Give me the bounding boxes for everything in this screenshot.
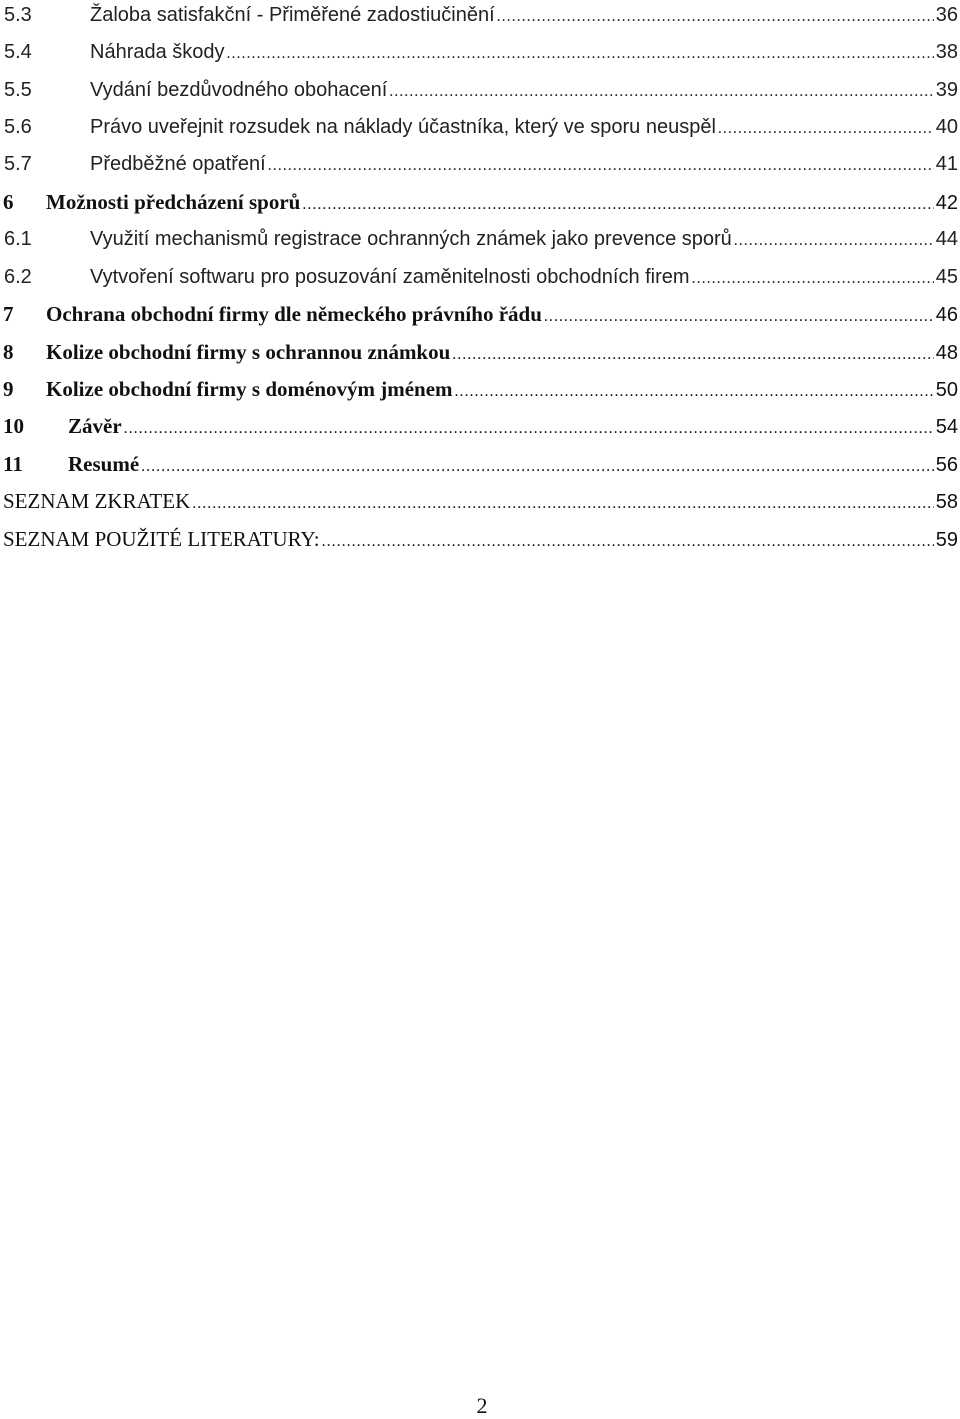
toc-entry-title: Náhrada škody (90, 41, 225, 63)
toc-entry-page: 59 (935, 529, 958, 551)
toc-entry[interactable] (0, 411, 958, 448)
toc-entry[interactable] (0, 187, 958, 224)
toc-entry[interactable] (0, 337, 958, 374)
toc-entry-title: Vytvoření softwaru pro posuzování zaměnitelnosti obchodních firem (90, 266, 690, 288)
toc-entry[interactable] (0, 524, 958, 561)
toc-entry[interactable] (0, 262, 958, 299)
toc-leader-dots (389, 77, 933, 107)
toc-entry[interactable] (0, 75, 958, 112)
toc-entry-page: 38 (935, 41, 958, 63)
toc-entry-page: 58 (935, 491, 958, 513)
toc-leader-dots (141, 452, 934, 482)
toc-entry-number: 6.2 (4, 266, 32, 288)
toc-entry-number: 8 (3, 340, 14, 364)
toc-entry[interactable] (0, 299, 958, 336)
toc-leader-dots (734, 226, 934, 256)
toc-entry-page: 40 (935, 116, 958, 138)
toc-leader-dots (455, 377, 934, 407)
toc-leader-dots (452, 340, 933, 370)
toc-entry-page: 48 (935, 342, 958, 364)
toc-entry-number: 10 (3, 414, 24, 438)
toc-entry[interactable] (0, 37, 958, 74)
toc-leader-dots (322, 527, 934, 557)
toc-entry-title: Právo uveřejnit rozsudek na náklady účastníka, který ve sporu neuspěl (90, 116, 716, 138)
toc-entry-page: 39 (935, 79, 958, 101)
toc-entry-title: SEZNAM ZKRATEK (3, 489, 191, 513)
toc-entry-title: Vydání bezdůvodného obohacení (90, 79, 388, 101)
toc-entry-title: Kolize obchodní firmy s ochrannou známkou (46, 340, 451, 364)
toc-entry-page: 50 (935, 379, 958, 401)
toc-entry-title: SEZNAM POUŽITÉ LITERATURY: (3, 527, 320, 551)
toc-leader-dots (692, 264, 934, 294)
toc-entry-title: Závěr (68, 414, 122, 438)
toc-entry[interactable] (0, 224, 958, 261)
toc-entry-number: 6.1 (4, 228, 32, 250)
toc-entry-title: Kolize obchodní firmy s doménovým jménem (46, 377, 453, 401)
toc-entry-title: Možnosti předcházení sporů (46, 190, 301, 214)
toc-entry-title: Resumé (68, 452, 140, 476)
toc-entry[interactable] (0, 112, 958, 149)
toc-entry-number: 5.5 (4, 79, 32, 101)
toc-leader-dots (497, 2, 934, 32)
toc-entry-page: 56 (935, 454, 958, 476)
toc-entry-page: 36 (935, 4, 958, 26)
page-number: 2 (476, 1393, 488, 1418)
toc-entry[interactable] (0, 0, 958, 37)
toc-entry-page: 41 (935, 153, 958, 175)
toc-entry-page: 45 (935, 266, 958, 288)
toc-entry-number: 9 (3, 377, 14, 401)
toc-entry-number: 11 (3, 452, 23, 476)
toc-entry-title: Předběžné opatření (90, 153, 266, 175)
toc-leader-dots (718, 114, 934, 144)
toc-entry-number: 5.3 (4, 4, 32, 26)
toc-entry-title: Využití mechanismů registrace ochranných známek jako prevence sporů (90, 228, 732, 250)
toc-entry[interactable] (0, 374, 958, 411)
toc-entry-number: 5.7 (4, 153, 32, 175)
toc-entry-title: Žaloba satisfakční - Přiměřené zadostiučinění (90, 4, 495, 26)
toc-leader-dots (192, 489, 934, 519)
toc-entry[interactable] (0, 149, 958, 186)
toc-leader-dots (544, 302, 934, 332)
toc-entry-page: 54 (935, 416, 958, 438)
toc-entry-title: Ochrana obchodní firmy dle německého právního řádu (46, 302, 542, 326)
toc-entry-page: 44 (935, 228, 958, 250)
toc-leader-dots (268, 151, 934, 181)
toc-entry-number: 5.4 (4, 41, 32, 63)
toc-entry-page: 46 (935, 304, 958, 326)
toc-entry[interactable] (0, 486, 958, 523)
toc-entry-number: 5.6 (4, 116, 32, 138)
toc-leader-dots (302, 190, 933, 220)
toc-entry-page: 42 (935, 192, 958, 214)
toc-entry-number: 7 (3, 302, 14, 326)
toc-entry[interactable] (0, 449, 958, 486)
toc-leader-dots (124, 414, 934, 444)
toc-leader-dots (227, 39, 934, 69)
toc-entry-number: 6 (3, 190, 14, 214)
